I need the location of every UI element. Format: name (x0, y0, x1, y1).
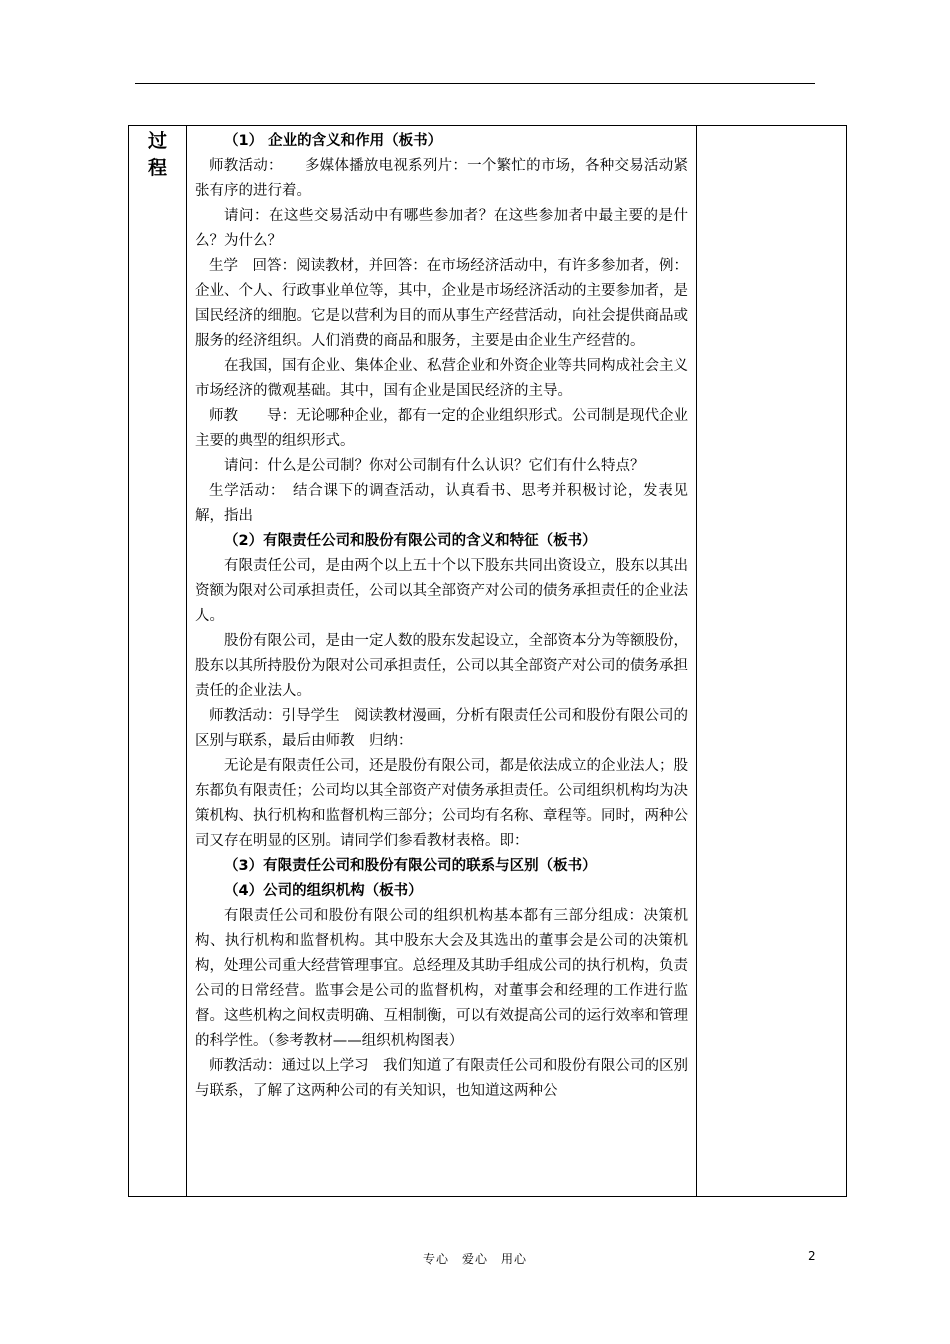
paragraph: 股份有限公司，是由一定人数的股东发起设立，全部资本分为等额股份，股东以其所持股份为限对公司承担责任，公司以其全部资产对公司的债务承担责任的企业法人。 (195, 633, 688, 699)
footer-motto: 专心 爱心 用心 (422, 1252, 527, 1266)
paragraph: 有限责任公司，是由两个以上五十个以下股东共同出资设立，股东以其出资额为限对公司承担责任，公司以其全部资产对公司的债务承担责任的企业法人。 (195, 558, 688, 624)
header-rule (135, 83, 815, 84)
paragraph: 有限责任公司和股份有限公司的组织机构基本都有三部分组成：决策机构、执行机构和监督机构。其中股东大会及其选出的董事会是公司的决策机构，处理公司重大经营管理事宜。总经理及其助手组成公司的执行机构，负责公司的日常经营。监事会是公司的监督机构，对董事会和经理的工作进行监督。这些机构之间权责明确、互相制衡，可以有效提高公司的运行效率和管理的科学性。（参考教材——组织机构图表） (195, 908, 688, 1049)
paragraph: 无论是有限责任公司，还是股份有限公司，都是依法成立的企业法人；股东都负有限责任；公司均以其全部资产对债务承担责任。公司组织机构均为决策机构、执行机构和监督机构三部分；公司均有名称、章程等。同时，两种公司又存在明显的区别。请同学们参看教材表格。即： (195, 758, 688, 849)
table-column-divider (186, 126, 187, 1196)
section-label-text (129, 128, 186, 182)
section-heading: （1） 企业的含义和作用（板书） (224, 133, 443, 149)
section-label-char: 过 (147, 130, 167, 152)
paragraph: 师教活动：引导学生 阅读教材漫画，分析有限责任公司和股份有限公司的区别与联系，最后由师教 归纳： (195, 708, 688, 749)
lesson-table (128, 125, 847, 1197)
page-number: 2 (808, 1249, 816, 1263)
section-label-process (129, 128, 186, 182)
section-heading: （4）公司的组织机构（板书） (224, 883, 423, 899)
paragraph: 在我国，国有企业、集体企业、私营企业和外资企业等共同构成社会主义市场经济的微观基础。其中，国有企业是国民经济的主导。 (195, 358, 688, 399)
paragraph: 师教 导：无论哪种企业，都有一定的企业组织形式。公司制是现代企业主要的典型的组织形式。 (195, 408, 688, 449)
paragraph: 生学活动： 结合课下的调查活动，认真看书、思考并积极讨论，发表见解，指出 (195, 483, 688, 524)
lesson-content (195, 129, 688, 1104)
section-heading: （3）有限责任公司和股份有限公司的联系与区别（板书） (224, 858, 597, 874)
section-heading: （2）有限责任公司和股份有限公司的含义和特征（板书） (224, 533, 597, 549)
section-label-char: 程 (147, 157, 167, 179)
table-column-divider (696, 126, 697, 1196)
paragraph: 请问：什么是公司制？你对公司制有什么认识？它们有什么特点？ (224, 458, 645, 474)
paragraph: 师教活动：通过以上学习 我们知道了有限责任公司和股份有限公司的区别与联系，了解了这两种公司的有关知识，也知道这两种公 (195, 1058, 688, 1099)
paragraph: 师教活动： 多媒体播放电视系列片：一个繁忙的市场，各种交易活动紧张有序的进行着。 (195, 158, 688, 199)
paragraph: 请问：在这些交易活动中有哪些参加者？在这些参加者中最主要的是什么？为什么？ (195, 208, 688, 249)
paragraph: 生学 回答：阅读教材，并回答：在市场经济活动中，有许多参加者，例：企业、个人、行政事业单位等，其中，企业是市场经济活动的主要参加者，是国民经济的细胞。它是以营利为目的而从事生产经营活动，向社会提供商品或服务的经济组织。人们消费的商品和服务，主要是由企业生产经营的。 (195, 258, 688, 349)
